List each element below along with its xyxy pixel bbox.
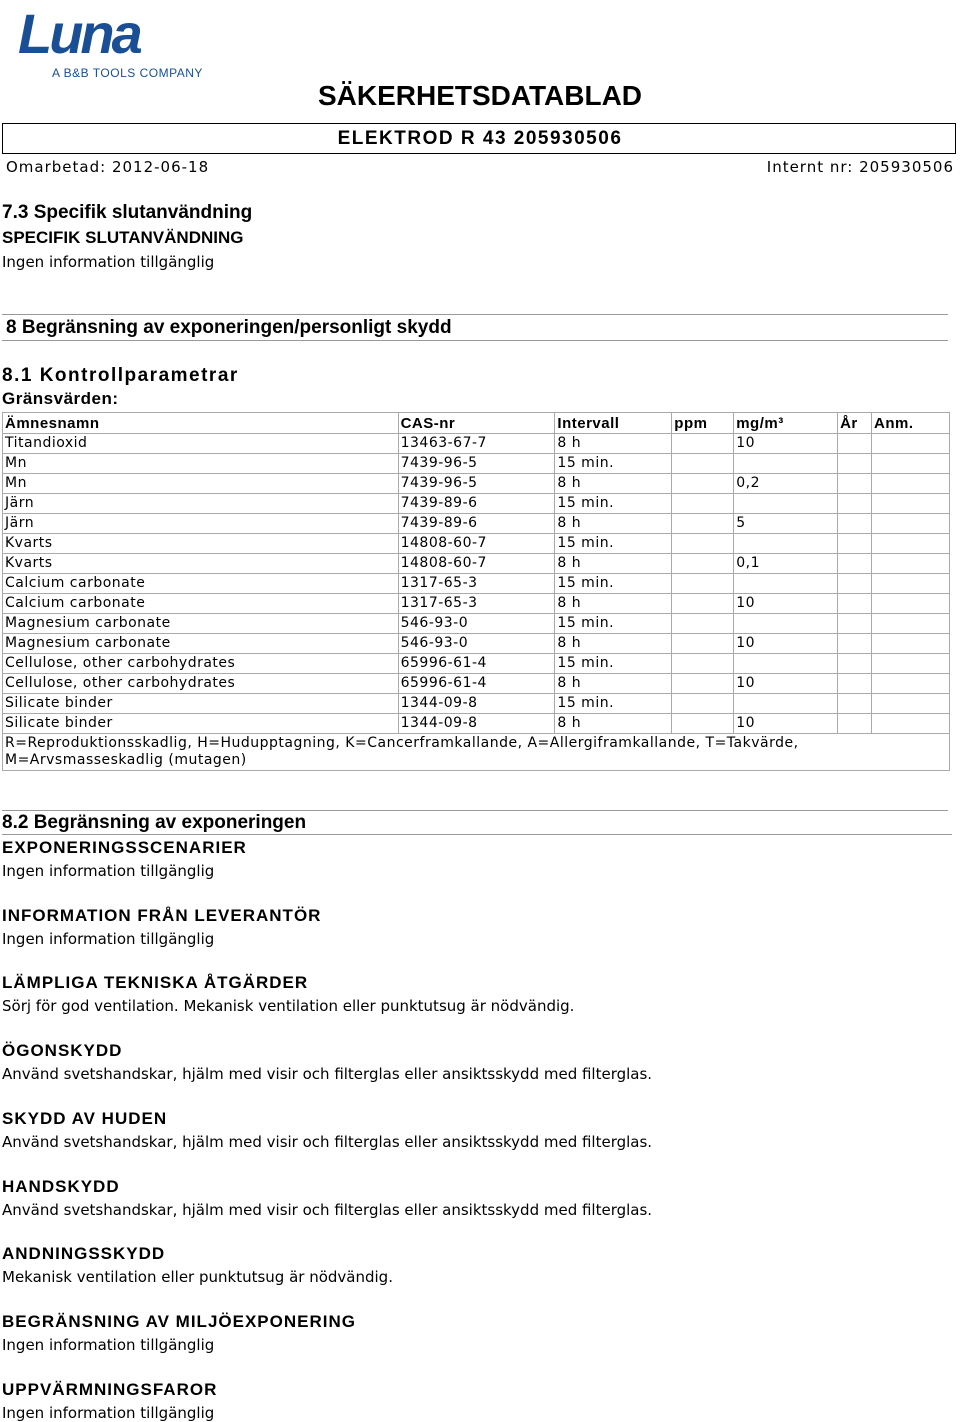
logo-wordmark: Luna	[18, 2, 140, 65]
table-cell: 10	[734, 714, 838, 734]
table-row	[3, 434, 950, 454]
table-cell	[672, 714, 734, 734]
block-label: INFORMATION FRÅN LEVERANTÖR	[2, 905, 322, 925]
table-cell: 8 h	[555, 514, 672, 534]
table-cell	[734, 654, 838, 674]
column-header: mg/m³	[734, 413, 838, 434]
block-label: EXPONERINGSSCENARIER	[2, 838, 247, 857]
table-cell: Järn	[3, 494, 399, 514]
table-cell: 7439-89-6	[398, 494, 555, 514]
table-cell: 1344-09-8	[398, 714, 555, 734]
table-cell	[734, 454, 838, 474]
block-label: BEGRÄNSNING AV MILJÖEXPONERING	[2, 1311, 356, 1331]
product-name: ELEKTROD R 43 205930506	[337, 128, 623, 149]
table-cell	[672, 654, 734, 674]
table-cell	[734, 574, 838, 594]
table-cell: 1317-65-3	[398, 594, 555, 614]
table-cell: 8 h	[555, 594, 672, 614]
section-8-1-heading: 8.1 Kontrollparametrar	[2, 365, 239, 386]
table-cell: 0,2	[734, 474, 838, 494]
section-8-2-rule-top	[2, 810, 948, 811]
table-cell: 15 min.	[555, 694, 672, 714]
table-cell	[872, 594, 950, 614]
table-cell: 10	[734, 634, 838, 654]
table-cell	[672, 534, 734, 554]
table-row	[3, 694, 950, 714]
table-cell: 10	[734, 434, 838, 454]
table-cell	[672, 554, 734, 574]
table-cell: 14808-60-7	[398, 554, 555, 574]
table-cell: 15 min.	[555, 494, 672, 514]
table-cell: 15 min.	[555, 654, 672, 674]
table-cell: Magnesium carbonate	[3, 614, 399, 634]
table-cell	[872, 554, 950, 574]
table-cell	[672, 594, 734, 614]
block-label: ÖGONSKYDD	[2, 1041, 123, 1061]
table-cell	[872, 494, 950, 514]
table-cell	[872, 694, 950, 714]
table-cell	[872, 674, 950, 694]
section-7-3-text: Ingen information tillgänglig	[2, 253, 215, 271]
section-7-3-label: SPECIFIK SLUTANVÄNDNING	[2, 228, 244, 247]
table-cell: 10	[734, 674, 838, 694]
table-cell	[838, 534, 872, 554]
block-text: Ingen information tillgänglig	[2, 1403, 215, 1422]
table-cell	[838, 694, 872, 714]
table-cell	[672, 474, 734, 494]
table-cell: 15 min.	[555, 574, 672, 594]
block-text: Använd svetshandskar, hjälm med visir och filterglas eller ansiktsskydd med filterglas.	[2, 1200, 653, 1219]
table-cell: 1317-65-3	[398, 574, 555, 594]
table-cell	[838, 454, 872, 474]
table-cell	[838, 714, 872, 734]
table-cell: 13463-67-7	[398, 434, 555, 454]
table-cell: 546-93-0	[398, 634, 555, 654]
brand-logo	[18, 2, 203, 82]
table-cell	[672, 434, 734, 454]
table-cell	[872, 634, 950, 654]
table-cell	[838, 554, 872, 574]
table-cell: 15 min.	[555, 454, 672, 474]
table-cell: 7439-96-5	[398, 474, 555, 494]
table-row	[3, 634, 950, 654]
limits-subheading: Gränsvärden:	[2, 389, 119, 408]
table-cell: 14808-60-7	[398, 534, 555, 554]
table-row	[3, 534, 950, 554]
legend-row	[3, 734, 950, 771]
table-cell: Calcium carbonate	[3, 574, 399, 594]
table-cell: 5	[734, 514, 838, 534]
block-text: Använd svetshandskar, hjälm med visir och filterglas eller ansiktsskydd med filterglas.	[2, 1065, 653, 1084]
block-label: HANDSKYDD	[2, 1176, 120, 1196]
exposure-limits-table	[2, 412, 950, 771]
table-cell: Calcium carbonate	[3, 594, 399, 614]
block-text: Ingen information tillgänglig	[2, 929, 215, 948]
internal-number: Internt nr: 205930506	[766, 158, 954, 176]
table-cell	[838, 594, 872, 614]
table-cell	[672, 674, 734, 694]
table-cell: Kvarts	[3, 534, 399, 554]
table-row	[3, 454, 950, 474]
table-cell	[672, 454, 734, 474]
table-cell	[734, 694, 838, 714]
column-header: Ämnesnamn	[3, 413, 399, 434]
section-8-2-rule-bottom	[2, 834, 952, 835]
table-cell	[672, 574, 734, 594]
column-header: Anm.	[872, 413, 950, 434]
section-7-3-heading: 7.3 Specifik slutanvändning	[2, 202, 253, 223]
block-label: ANDNINGSSKYDD	[2, 1244, 166, 1264]
table-row	[3, 474, 950, 494]
table-cell	[872, 534, 950, 554]
table-cell: 10	[734, 594, 838, 614]
block-text: Använd svetshandskar, hjälm med visir och filterglas eller ansiktsskydd med filterglas.	[2, 1132, 653, 1151]
document-title: SÄKERHETSDATABLAD	[317, 80, 643, 111]
table-cell: Mn	[3, 454, 399, 474]
table-cell: 0,1	[734, 554, 838, 574]
section-8-heading: 8 Begränsning av exponeringen/personligt skydd	[6, 317, 452, 338]
table-row	[3, 514, 950, 534]
table-row	[3, 574, 950, 594]
table-cell	[672, 494, 734, 514]
table-cell: 8 h	[555, 674, 672, 694]
column-header: År	[838, 413, 872, 434]
table-cell	[872, 514, 950, 534]
table-cell: 8 h	[555, 474, 672, 494]
table-row	[3, 594, 950, 614]
table-cell: 8 h	[555, 434, 672, 454]
table-cell	[872, 614, 950, 634]
table-cell	[672, 694, 734, 714]
table-cell	[838, 674, 872, 694]
block-label: SKYDD AV HUDEN	[2, 1108, 168, 1128]
table-row	[3, 674, 950, 694]
block-text: Ingen information tillgänglig	[2, 862, 215, 880]
revised-date: Omarbetad: 2012-06-18	[6, 158, 210, 176]
table-cell	[838, 574, 872, 594]
table-cell	[838, 514, 872, 534]
table-cell: 15 min.	[555, 614, 672, 634]
column-header: Intervall	[555, 413, 672, 434]
table-cell: 7439-89-6	[398, 514, 555, 534]
table-row	[3, 654, 950, 674]
table-cell: Cellulose, other carbohydrates	[3, 674, 399, 694]
table-cell: Cellulose, other carbohydrates	[3, 654, 399, 674]
table-cell	[838, 634, 872, 654]
block-text: Ingen information tillgänglig	[2, 1335, 215, 1354]
table-cell	[672, 514, 734, 534]
table-cell	[838, 474, 872, 494]
table-cell	[872, 654, 950, 674]
table-cell: 8 h	[555, 634, 672, 654]
column-header: CAS-nr	[398, 413, 555, 434]
table-cell	[734, 614, 838, 634]
table-header-row	[3, 413, 950, 434]
block-label: LÄMPLIGA TEKNISKA ÅTGÄRDER	[2, 973, 309, 993]
table-cell: 1344-09-8	[398, 694, 555, 714]
table-cell: 65996-61-4	[398, 654, 555, 674]
column-header: ppm	[672, 413, 734, 434]
table-cell	[872, 434, 950, 454]
table-cell	[838, 614, 872, 634]
table-cell: 8 h	[555, 554, 672, 574]
table-cell	[872, 454, 950, 474]
table-row	[3, 614, 950, 634]
block-text: Mekanisk ventilation eller punktutsug är nödvändig.	[2, 1268, 393, 1287]
table-cell: 65996-61-4	[398, 674, 555, 694]
abbreviation-legend: R=Reproduktionsskadlig, H=Hudupptagning, K=Cancerframkallande, A=Allergiframkallande, T=Takvärde, M=Arvsmasseskadlig (mutagen)	[3, 734, 950, 771]
table-cell	[672, 614, 734, 634]
table-cell: 546-93-0	[398, 614, 555, 634]
block-label: UPPVÄRMNINGSFAROR	[2, 1379, 218, 1399]
logo-tagline: A B&B TOOLS COMPANY	[52, 66, 203, 80]
table-cell: Kvarts	[3, 554, 399, 574]
table-row	[3, 494, 950, 514]
table-cell	[734, 494, 838, 514]
table-cell	[672, 634, 734, 654]
table-row	[3, 554, 950, 574]
section-8-rule-bottom	[2, 340, 948, 341]
table-cell: Titandioxid	[3, 434, 399, 454]
table-row	[3, 714, 950, 734]
table-cell: 15 min.	[555, 534, 672, 554]
table-cell: Silicate binder	[3, 714, 399, 734]
table-cell	[838, 654, 872, 674]
table-cell: Silicate binder	[3, 694, 399, 714]
table-cell: Magnesium carbonate	[3, 634, 399, 654]
table-cell: 8 h	[555, 714, 672, 734]
table-cell: Mn	[3, 474, 399, 494]
table-cell	[872, 574, 950, 594]
table-cell: Järn	[3, 514, 399, 534]
table-cell	[838, 494, 872, 514]
section-8-rule-top	[2, 314, 948, 315]
table-cell	[872, 474, 950, 494]
block-text: Sörj för god ventilation. Mekanisk ventilation eller punktutsug är nödvändig.	[2, 997, 575, 1016]
table-cell	[838, 434, 872, 454]
section-8-2-heading: 8.2 Begränsning av exponeringen	[2, 812, 307, 833]
table-cell: 7439-96-5	[398, 454, 555, 474]
table-cell	[734, 534, 838, 554]
table-cell	[872, 714, 950, 734]
